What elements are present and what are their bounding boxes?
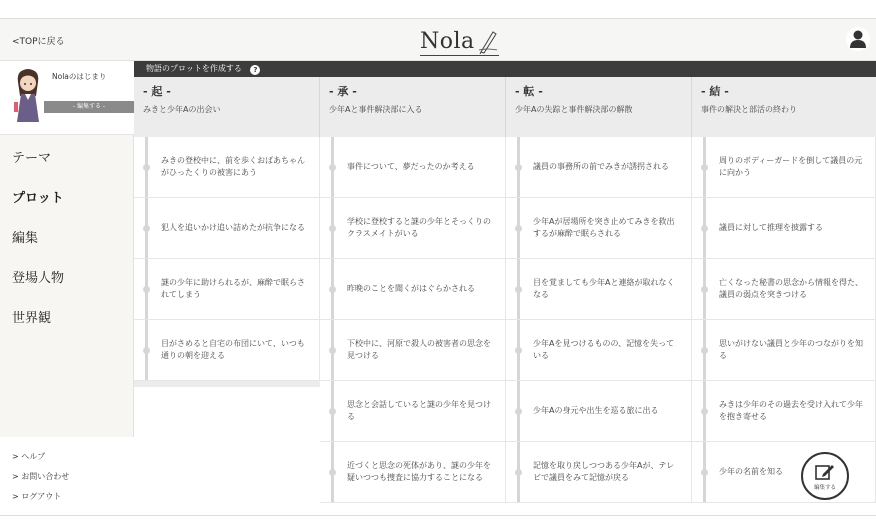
drag-handle-dot[interactable] [515,164,522,171]
plot-card-text: 学校に登校すると謎の少年とそっくりのクラスメイトがいる [347,217,491,238]
floating-edit-button[interactable] [801,452,849,500]
work-title: Nolaのはじまり [52,72,107,81]
column-header[interactable] [506,77,692,137]
plot-card[interactable] [320,381,506,442]
plot-card-text: みきは少年のその過去を受け入れて少年を抱き寄せる [719,400,863,421]
character-avatar [12,66,44,122]
plot-card-text: 目がさめると自宅の布団にいて、いつも通りの朝を迎える [161,339,305,360]
plot-card[interactable] [506,137,692,198]
plot-card-text: 少年Aの身元や出生を巡る旅に出る [533,406,659,415]
plot-card-text: 議員の事務所の前でみきが誘拐される [533,162,669,171]
drag-handle-dot[interactable] [701,225,708,232]
drag-handle-dot[interactable] [515,225,522,232]
sidebar-nav [0,139,134,339]
plot-card[interactable] [692,198,876,259]
plot-card-text: 周りのボディーガードを倒して議員の元に向かう [719,156,863,177]
plot-card[interactable] [320,137,506,198]
edit-work-button[interactable]: - 編集する - [44,101,134,113]
logout-link[interactable]: > ログアウト [12,492,62,501]
plot-column-sho [320,77,506,516]
plot-card-text: 近づくと思念の死体があり、謎の少年を疑いつつも捜査に協力することになる [347,461,491,482]
sidebar-item-theme[interactable]: テーマ [12,151,52,166]
plot-card[interactable] [320,259,506,320]
plot-card-text: 思念と会話していると謎の少年を見つける [347,400,491,421]
work-card[interactable] [0,61,134,135]
plot-section-title: 物語のプロットを作成する [146,64,242,73]
sidebar-item-world[interactable]: 世界観 [12,311,52,326]
plot-card[interactable] [134,137,320,198]
plot-card[interactable] [320,198,506,259]
plot-card-text: 謎の少年に助けられるが、麻酔で眠らされてしまう [161,278,305,299]
plot-card[interactable] [506,442,692,503]
plot-card-text: 目を覚ましても少年Aと連絡が取れなくなる [533,278,675,299]
help-icon[interactable]: ? [250,65,260,75]
plot-card[interactable] [692,381,876,442]
column-subtitle: 少年Aと事件解決部に入る [329,105,423,114]
back-to-top-link[interactable]: <TOPに戻る [12,37,65,47]
drag-handle-dot[interactable] [143,347,150,354]
logo-text: Nola [420,29,475,54]
card-list [692,137,876,503]
plot-card-text: 昨晩のことを聞くがはぐらかされる [347,284,475,293]
sidebar-footer-links [0,437,134,516]
plot-column-ketsu [692,77,876,516]
drag-handle-dot[interactable] [515,408,522,415]
plot-section-bar [134,61,876,77]
plot-card[interactable] [320,320,506,381]
plot-card[interactable] [506,381,692,442]
plot-card-text: 記憶を取り戻しつつある少年Aが、テレビで議員をみて記憶が戻る [533,461,675,482]
card-list [134,137,320,387]
card-list [506,137,692,503]
drag-handle-dot[interactable] [701,408,708,415]
column-subtitle: 事件の解決と部活の終わり [701,105,797,114]
drag-handle-dot[interactable] [329,408,336,415]
help-link[interactable]: > ヘルプ [12,452,46,461]
column-title: - 転 - [515,85,543,98]
app-frame [0,18,876,516]
drag-handle-dot[interactable] [143,286,150,293]
plot-card[interactable] [692,320,876,381]
drag-handle-dot[interactable] [329,469,336,476]
account-icon[interactable] [846,27,870,51]
pen-icon [477,28,499,54]
plot-card[interactable] [134,198,320,259]
drag-handle-dot[interactable] [701,347,708,354]
plot-card-text: みきの登校中に、前を歩くおばあちゃんがひったくりの被害にあう [161,156,305,177]
plot-card-text: 下校中に、河原で殺人の被害者の思念を見つける [347,339,491,360]
plot-card[interactable] [692,137,876,198]
user-silhouette-icon [848,29,868,49]
plot-card-text: 議員に対して推理を披露する [719,223,823,232]
sidebar-item-edit[interactable]: 編集 [12,231,39,246]
drag-handle-dot[interactable] [515,286,522,293]
drag-handle-dot[interactable] [143,225,150,232]
drag-handle-dot[interactable] [329,225,336,232]
logo-underline [420,55,499,56]
drag-handle-dot[interactable] [143,164,150,171]
plot-card[interactable] [134,259,320,320]
drag-handle-dot[interactable] [701,469,708,476]
fab-label: 編集する [813,484,836,491]
plot-card-text: 少年Aを見つけるものの、記憶を失っている [533,339,675,360]
drag-handle-dot[interactable] [515,347,522,354]
nola-logo[interactable] [420,24,499,54]
plot-card[interactable] [134,320,320,381]
plot-card-text: 事件について、夢だったのか考える [347,162,475,171]
column-end-divider [134,381,320,387]
drag-handle-dot[interactable] [329,347,336,354]
plot-card-text: 少年Aが居場所を突き止めてみきを救出するが麻酔で眠らされる [533,217,675,238]
drag-handle-dot[interactable] [515,469,522,476]
column-header[interactable] [134,77,320,137]
sidebar-item-characters[interactable]: 登場人物 [12,271,65,286]
drag-handle-dot[interactable] [701,164,708,171]
plot-column-ki [134,77,320,516]
plot-card[interactable] [692,259,876,320]
plot-board [134,77,876,516]
drag-handle-dot[interactable] [329,164,336,171]
column-header[interactable] [692,77,876,137]
drag-handle-dot[interactable] [329,286,336,293]
column-title: - 結 - [701,85,729,98]
contact-link[interactable]: > お問い合わせ [12,472,70,481]
sidebar-item-plot[interactable]: プロット [12,191,64,206]
column-subtitle: みきと少年Aの出会い [143,105,221,114]
column-header[interactable] [320,77,506,137]
plot-card-text: 亡くなった秘書の思念から情報を得た、議員の弱点を突きつける [719,278,863,299]
plot-card[interactable] [506,320,692,381]
top-header [0,19,876,61]
plot-column-ten [506,77,692,516]
edit-icon [814,462,836,482]
drag-handle-dot[interactable] [701,286,708,293]
column-title: - 起 - [143,85,171,98]
plot-card[interactable] [506,198,692,259]
plot-card-text: 少年の名前を知る [719,467,783,476]
column-title: - 承 - [329,85,357,98]
plot-card-text: 犯人を追いかけ追い詰めたが抗争になる [161,223,305,232]
sidebar [0,61,134,516]
plot-card[interactable] [506,259,692,320]
column-subtitle: 少年Aの失踪と事件解決部の解散 [515,105,633,114]
plot-card[interactable] [320,442,506,503]
plot-card-text: 思いがけない議員と少年のつながりを知る [719,339,863,360]
card-list [320,137,506,503]
